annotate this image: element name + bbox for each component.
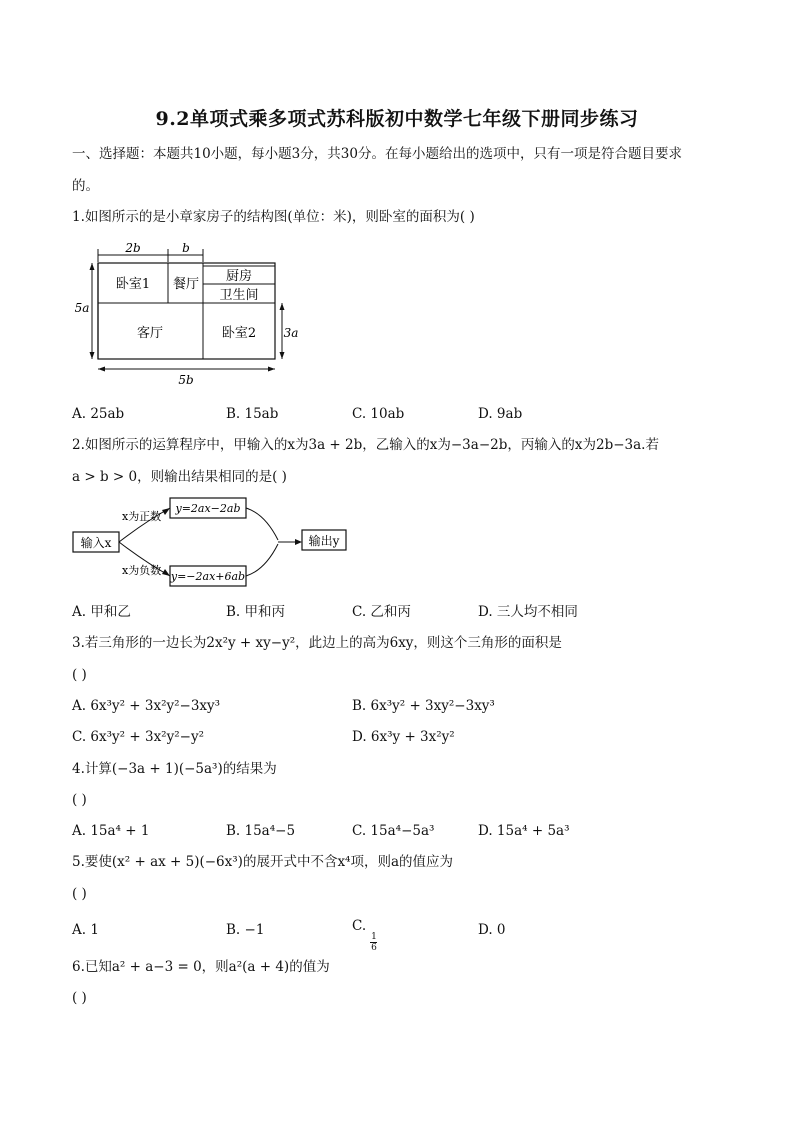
room-living: 客厅: [136, 326, 164, 341]
q5-option-d: D. 0: [478, 922, 506, 938]
question-2-stem: 2.如图所示的运算程序中，甲输入的x为3a + 2b，乙输入的x为−3a−2b，丙输入的x为2b−3a.若: [72, 437, 659, 453]
q4-option-d: D. 15a⁴ + 5a³: [478, 823, 570, 839]
flow-output-box: 输出y: [308, 534, 340, 548]
question-6-stem: 6.已知a² + a−3 = 0，则a²(a + 4)的值为: [72, 959, 330, 975]
operation-program-flowchart: [70, 494, 360, 594]
q5-option-c: [352, 917, 377, 953]
q3-option-a: A. 6x³y² + 3x²y²−3xy³: [72, 698, 221, 714]
question-5-answer-blank: ( ): [72, 886, 87, 902]
question-2-stem-cont: a > b > 0，则输出结果相同的是( ): [72, 469, 287, 485]
room-bedroom-1: 卧室1: [115, 277, 151, 292]
dim-label-2b: 2b: [125, 241, 141, 255]
flow-formula-top: y=2ax−2ab: [175, 502, 241, 515]
q2-option-d: D. 三人均不相同: [478, 604, 578, 620]
question-4-answer-blank: ( ): [72, 792, 87, 808]
dim-label-5b: 5b: [178, 373, 194, 387]
question-5-stem: 5.要使(x² + ax + 5)(−6x³)的展开式中不含x⁴项，则a的值应为: [72, 854, 454, 870]
flow-formula-bottom: y=−2ax+6ab: [170, 570, 246, 583]
room-kitchen: 厨房: [225, 269, 253, 284]
question-3-stem: 3.若三角形的一边长为2x²y + xy−y²，此边上的高为6xy，则这个三角形的面积是: [72, 635, 562, 651]
fraction-denominator: 6: [371, 943, 377, 953]
room-dining: 餐厅: [172, 277, 200, 292]
q1-option-d: D. 9ab: [478, 406, 523, 422]
flow-label-positive: x为正数: [122, 510, 162, 523]
q3-option-c: C. 6x³y² + 3x²y²−y²: [72, 729, 204, 745]
dim-label-5a: 5a: [74, 301, 90, 315]
q2-option-c: C. 乙和丙: [352, 604, 411, 620]
q3-option-b: B. 6x³y² + 3xy²−3xy³: [352, 698, 495, 714]
q4-option-a: A. 15a⁴ + 1: [72, 823, 150, 839]
q5-option-a: A. 1: [72, 922, 99, 938]
q1-option-b: B. 15ab: [226, 406, 279, 422]
q4-option-b: B. 15a⁴−5: [226, 823, 296, 839]
q1-option-a: A. 25ab: [72, 406, 125, 422]
q3-option-d: D. 6x³y + 3x²y²: [352, 729, 455, 745]
house-floor-plan-figure: [70, 238, 310, 388]
flow-input-box: 输入x: [80, 536, 112, 550]
fraction-numerator: 1: [371, 932, 377, 942]
q2-option-a: A. 甲和乙: [72, 604, 131, 620]
question-4-stem: 4.计算(−3a + 1)(−5a³)的结果为: [72, 761, 277, 777]
q5-option-c-prefix: C.: [352, 918, 371, 934]
q5-option-b: B. −1: [226, 922, 265, 938]
dim-label-b: b: [182, 241, 190, 255]
room-bathroom: 卫生间: [219, 288, 259, 303]
section-instruction: 一、选择题：本题共10小题，每小题3分，共30分。在每小题给出的选项中，只有一项是符合题目要求: [72, 146, 682, 162]
q1-option-c: C. 10ab: [352, 406, 405, 422]
q4-option-c: C. 15a⁴−5a³: [352, 823, 435, 839]
question-1-stem: 1.如图所示的是小章家房子的结构图(单位：米)，则卧室的面积为( ): [72, 209, 475, 225]
q2-option-b: B. 甲和丙: [226, 604, 286, 620]
page-title: 9.2单项式乘多项式苏科版初中数学七年级下册同步练习: [155, 108, 639, 130]
dim-label-3a: 3a: [283, 326, 299, 340]
room-bedroom-2: 卧室2: [221, 326, 257, 341]
section-instruction-end: 的。: [72, 178, 99, 194]
question-6-answer-blank: ( ): [72, 990, 87, 1006]
question-3-answer-blank: ( ): [72, 667, 87, 683]
flow-label-negative: x为负数: [122, 564, 162, 577]
fraction-one-sixth: [370, 932, 377, 953]
